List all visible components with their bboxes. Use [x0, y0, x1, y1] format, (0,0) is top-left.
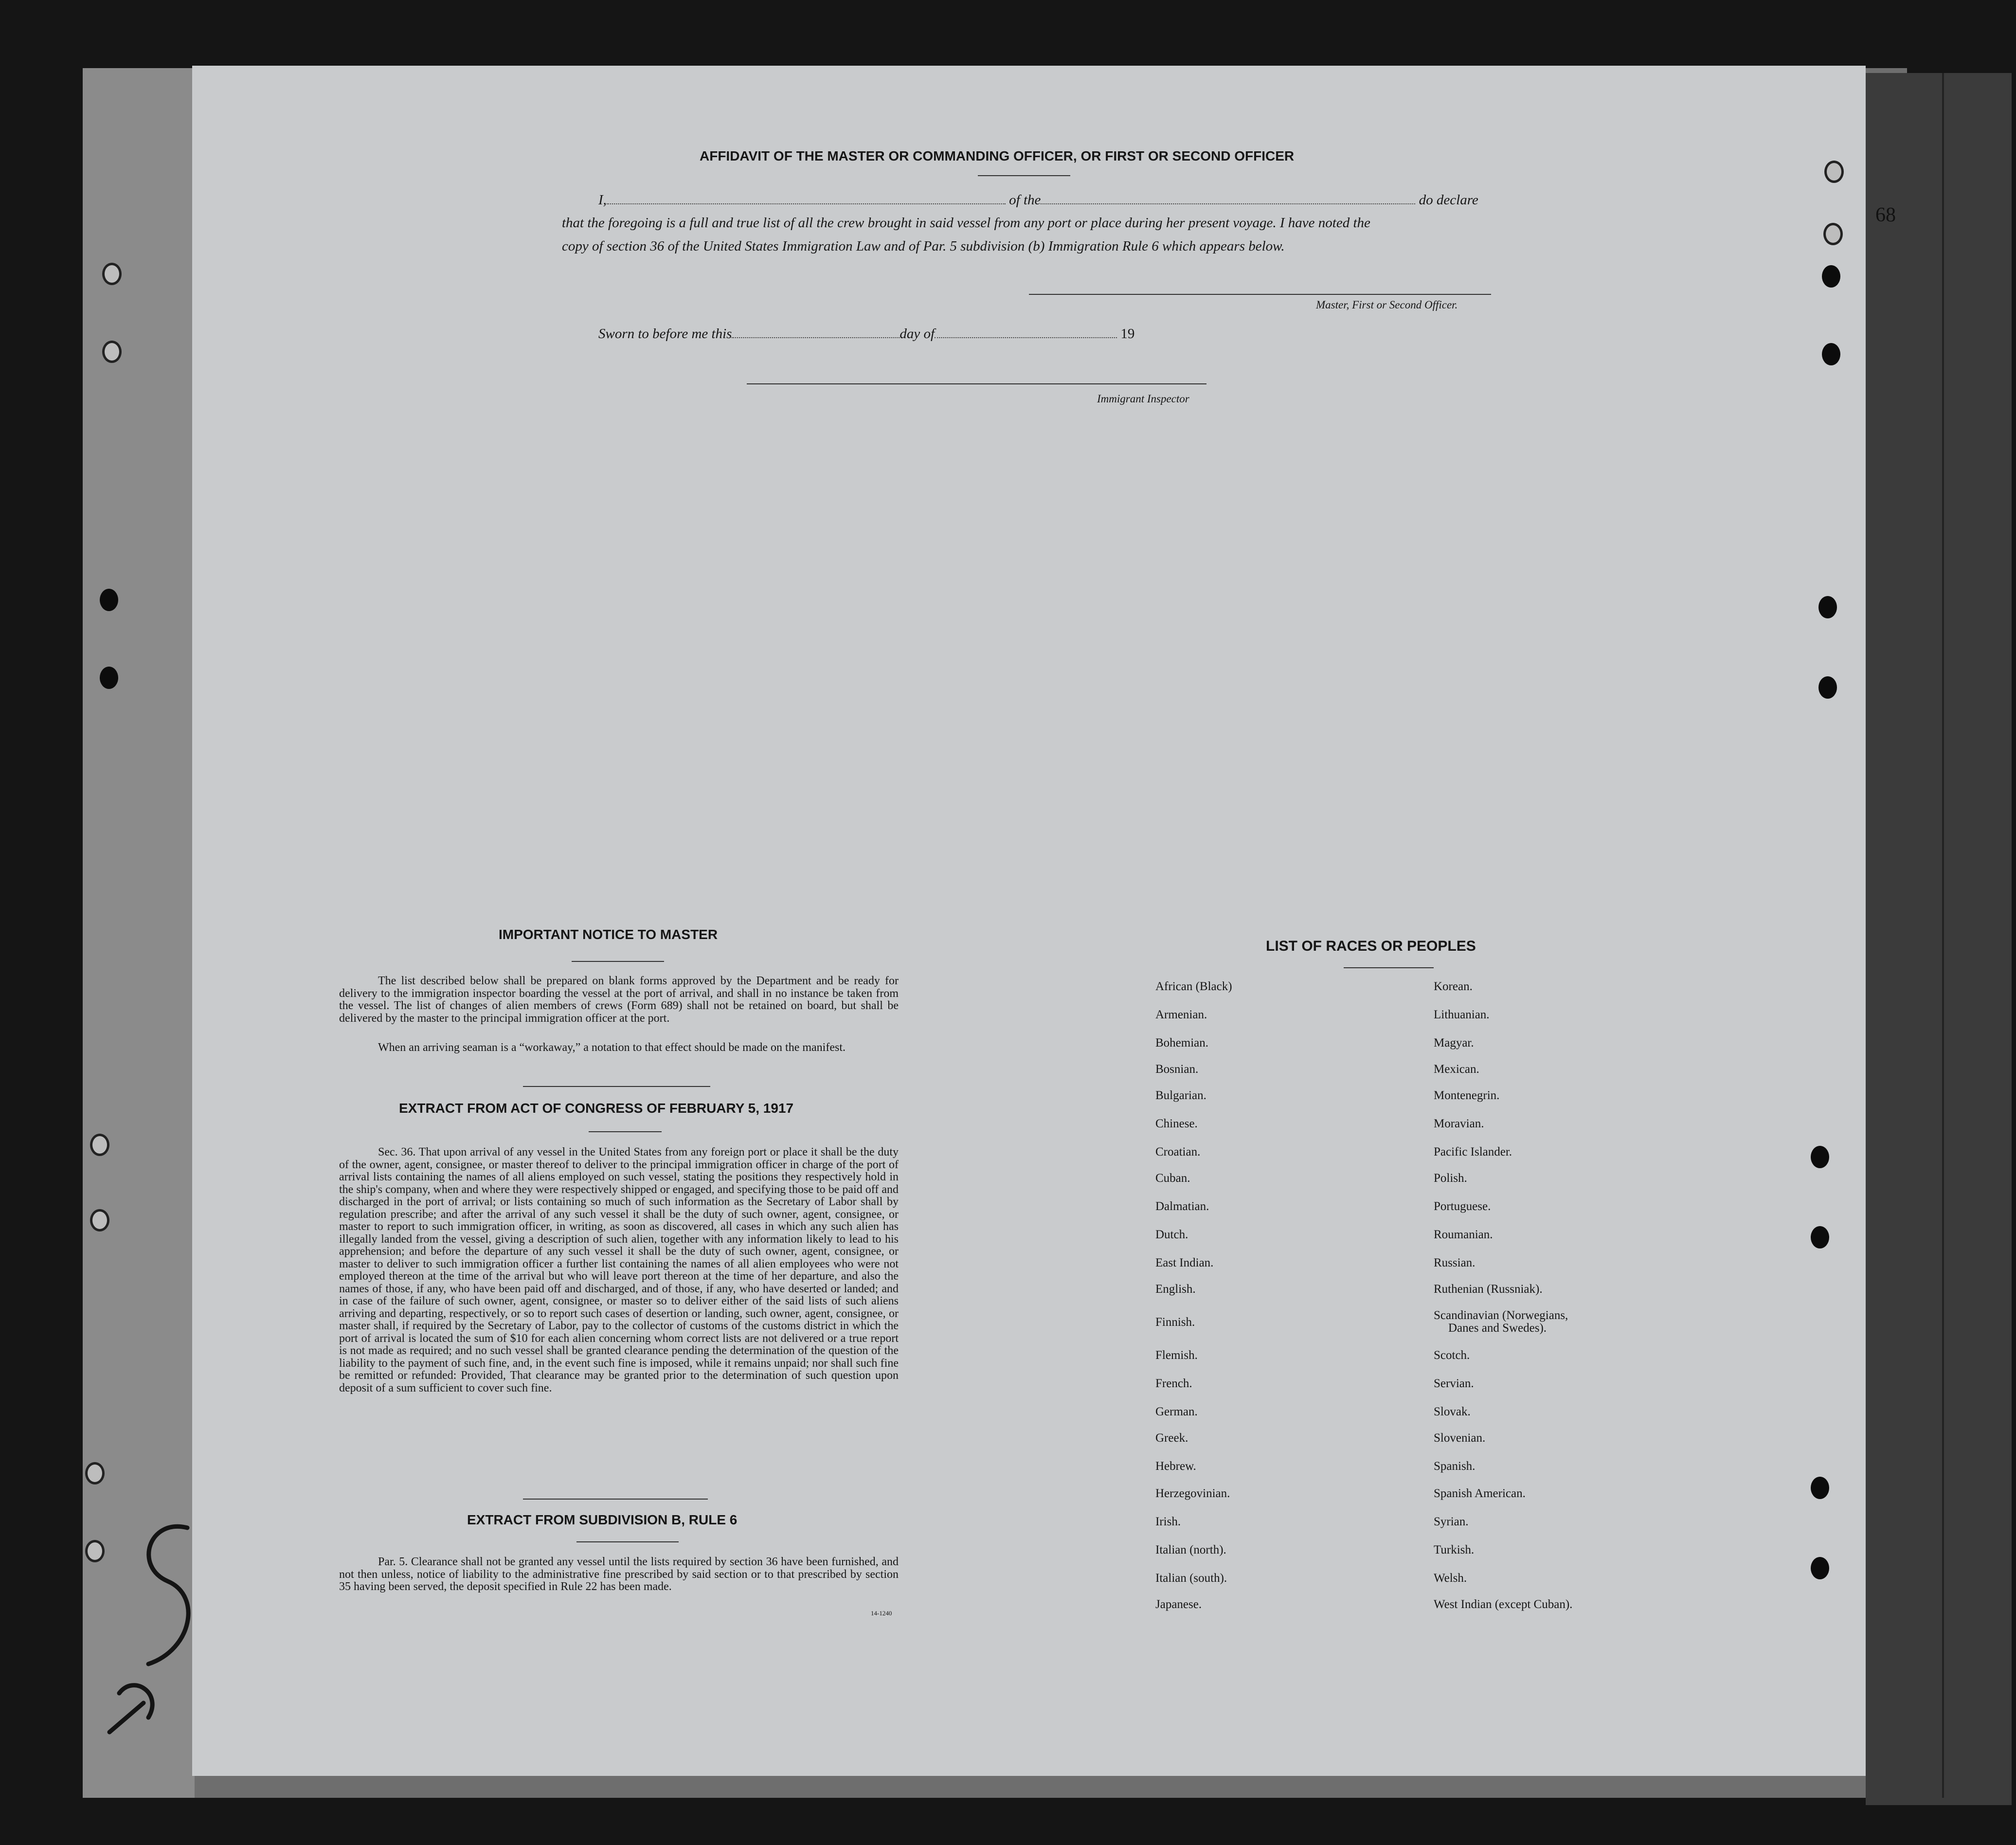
punch-hole: [1824, 161, 1844, 183]
race-item: Magyar.: [1434, 1036, 1474, 1049]
race-item: Turkish.: [1434, 1543, 1475, 1556]
race-item: Flemish.: [1155, 1349, 1198, 1362]
form-sheet: [192, 66, 1866, 1776]
punch-hole: [85, 1462, 105, 1484]
race-item: Italian (south).: [1155, 1572, 1227, 1585]
day-blank: [732, 328, 900, 338]
divider: [576, 1541, 679, 1542]
race-item: Moravian.: [1434, 1117, 1484, 1130]
race-item: Bosnian.: [1155, 1063, 1199, 1076]
race-item: Syrian.: [1434, 1515, 1469, 1528]
day-of-text: day of: [900, 326, 935, 342]
punch-hole: [90, 1134, 109, 1156]
affidavit-declare: do declare: [1419, 192, 1478, 208]
page-number: 68: [1875, 204, 1896, 226]
race-item: Chinese.: [1155, 1117, 1198, 1130]
race-item: Lithuanian.: [1434, 1008, 1490, 1021]
race-item: Scandinavian (Norwegians,: [1434, 1309, 1568, 1322]
race-item: Portuguese.: [1434, 1200, 1491, 1213]
race-item: Hebrew.: [1155, 1460, 1196, 1473]
punch-hole: [1811, 1146, 1829, 1168]
rule-title: EXTRACT FROM SUBDIVISION B, RULE 6: [467, 1512, 738, 1527]
race-item: Bulgarian.: [1155, 1089, 1206, 1102]
punch-hole: [1811, 1226, 1829, 1248]
race-item: West Indian (except Cuban).: [1434, 1598, 1573, 1611]
affidavit-line-1: [598, 192, 1478, 208]
affidavit-line-2: that the foregoing is a full and true list of all the crew brought in said vessel from any port or place during her present voyage. I have noted the: [562, 215, 1370, 231]
affidavit-title: AFFIDAVIT OF THE MASTER OR COMMANDING OFFICER, OR FIRST OR SECOND OFFICER: [700, 148, 1295, 163]
punch-hole: [1823, 223, 1843, 245]
notice-workaway: When an arriving seaman is a “workaway,” a notation to that effect should be made on the manifest.: [378, 1041, 846, 1054]
race-item-continued: Danes and Swedes).: [1448, 1321, 1547, 1335]
right-binding-strip: [1866, 73, 2012, 1805]
race-item: Irish.: [1155, 1515, 1181, 1528]
race-item: Korean.: [1434, 980, 1473, 993]
race-item: Bohemian.: [1155, 1036, 1209, 1049]
races-title: LIST OF RACES OR PEOPLES: [1266, 938, 1476, 954]
punch-hole: [1811, 1477, 1829, 1499]
race-item: Slovenian.: [1434, 1431, 1486, 1445]
race-item: Welsh.: [1434, 1572, 1467, 1585]
punch-hole: [1818, 596, 1837, 618]
rule-text: Par. 5. Clearance shall not be granted any vessel until the lists required by section 36 have been furnished, and not then unless, notice of liability to the administrative fine prescribed by said section or to that prescribed by section 35 having been served, the deposit specified in Rule 22 has been made.: [339, 1556, 899, 1593]
race-item: Russian.: [1434, 1256, 1476, 1269]
race-item: Dutch.: [1155, 1228, 1188, 1241]
race-item: Montenegrin.: [1434, 1089, 1500, 1102]
punch-hole: [102, 263, 122, 285]
race-item: French.: [1155, 1377, 1192, 1390]
race-item: Spanish American.: [1434, 1487, 1526, 1500]
race-item: Servian.: [1434, 1377, 1474, 1390]
edge-line: [1942, 73, 1944, 1798]
race-item: Ruthenian (Russniak).: [1434, 1283, 1543, 1296]
notice-title: IMPORTANT NOTICE TO MASTER: [499, 927, 718, 942]
race-item: Cuban.: [1155, 1172, 1190, 1185]
race-item: Pacific Islander.: [1434, 1145, 1512, 1158]
race-item: Greek.: [1155, 1431, 1188, 1445]
divider: [978, 175, 1070, 176]
form-number: 14-1240: [871, 1610, 892, 1617]
punch-hole: [100, 667, 118, 689]
divider: [572, 961, 664, 962]
race-item: Croatian.: [1155, 1145, 1201, 1158]
divider: [1344, 967, 1434, 968]
affidavit-i: I,: [598, 192, 607, 208]
act-title: EXTRACT FROM ACT OF CONGRESS OF FEBRUARY 5, 1917: [399, 1101, 794, 1116]
punch-hole: [1822, 343, 1840, 365]
inspector-line: [747, 383, 1206, 384]
divider: [523, 1499, 708, 1500]
race-item: Dalmatian.: [1155, 1200, 1209, 1213]
act-text: Sec. 36. That upon arrival of any vessel in the United States from any foreign port or place it shall be the duty of the owner, agent, consignee, or master thereof to deliver to the principal immigration officer in charge of the port of arrival lists containing the names of all aliens employed on such vessel, stating the positions they respectively hold in the ship's company, when and where they were respectively shipped or engaged, and specifying those to be paid off and discharged in the port of arrival; or lists containing so much of such information as the Secretary of Labor shall by regulation prescribe; and after the arrival of any such vessel it shall be the duty of such owner, agent, consignee, or master to report to such immigration officer, in writing, as soon as discovered, all cases in which any such alien has illegally landed from the vessel, giving a description of such alien, together with any information likely to lead to his apprehension; and before the departure of any such vessel it shall be the duty of such owner, agent, consignee, or master to deliver to such immigration officer a further list containing the names of all alien employees who were not employed thereon at the time of the arrival but who will leave port thereon at the time of her departure, and also the names of those, if any, who have been paid off and discharged, and of those, if any, who have deserted or landed; and in case of the failure of such owner, agent, consignee, or master so to deliver either of the said lists of such aliens arriving and departing, respectively, or so to report such cases of desertion or landing, such owner, agent, consignee, or master shall, if required by the Secretary of Labor, pay to the collector of customs of the customs district in which the port of arrival is located the sum of $10 for each alien concerning whom correct lists are not delivered or a true report is not made as required; and no such vessel shall be granted clearance pending the determination of the question of the liability to the payment of such fine, and, in the event such fine is imposed, while it remains unpaid; nor shall such fine be remitted or refunded: Provided, That clearance may be granted prior to the determination of such question upon deposit of a sum sufficient to cover such fine.: [339, 1146, 899, 1394]
race-item: Spanish.: [1434, 1460, 1476, 1473]
signature-line: [1029, 294, 1491, 295]
affidavit-line-3: copy of section 36 of the United States Immigration Law and of Par. 5 subdivision (b) Immigration Rule 6 which appears below.: [562, 238, 1285, 254]
race-item: Japanese.: [1155, 1598, 1202, 1611]
race-item: Roumanian.: [1434, 1228, 1493, 1241]
punch-hole: [102, 341, 122, 363]
punch-hole: [90, 1209, 109, 1231]
handwritten-mark: [90, 1489, 216, 1742]
race-item: Italian (north).: [1155, 1543, 1226, 1556]
inspector-label: Immigrant Inspector: [1097, 393, 1189, 405]
punch-hole: [100, 589, 118, 611]
race-item: Scotch.: [1434, 1349, 1470, 1362]
month-blank: [935, 328, 1117, 338]
race-item: Armenian.: [1155, 1008, 1207, 1021]
sworn-line: [598, 326, 1134, 342]
year-prefix: 19: [1120, 326, 1135, 342]
punch-hole: [1818, 676, 1837, 699]
race-item: English.: [1155, 1283, 1196, 1296]
divider: [589, 1131, 662, 1132]
race-item: Finnish.: [1155, 1316, 1195, 1329]
affidavit-of-the: of the: [1009, 192, 1041, 208]
divider: [523, 1086, 710, 1087]
punch-hole: [1822, 265, 1840, 288]
race-item: East Indian.: [1155, 1256, 1214, 1269]
punch-hole: [1811, 1557, 1829, 1579]
race-item: African (Black): [1155, 980, 1232, 993]
race-item: German.: [1155, 1405, 1198, 1418]
name-blank: [607, 195, 1006, 204]
sworn-text: Sworn to before me this: [598, 326, 732, 342]
vessel-blank: [1041, 195, 1415, 204]
race-item: Polish.: [1434, 1172, 1467, 1185]
race-item: Herzegovinian.: [1155, 1487, 1230, 1500]
race-item: Slovak.: [1434, 1405, 1471, 1418]
race-item: Mexican.: [1434, 1063, 1479, 1076]
signature-label: Master, First or Second Officer.: [1316, 299, 1458, 311]
notice-text: The list described below shall be prepared on blank forms approved by the Department and be ready for delivery to the immigration inspector boarding the vessel at the port of arrival, and shall in no instance be taken from the vessel. The list of changes of alien members of crews (Form 689) shall not be retained on board, but shall be delivered by the master to the principal immigration officer at the port.: [339, 975, 899, 1025]
